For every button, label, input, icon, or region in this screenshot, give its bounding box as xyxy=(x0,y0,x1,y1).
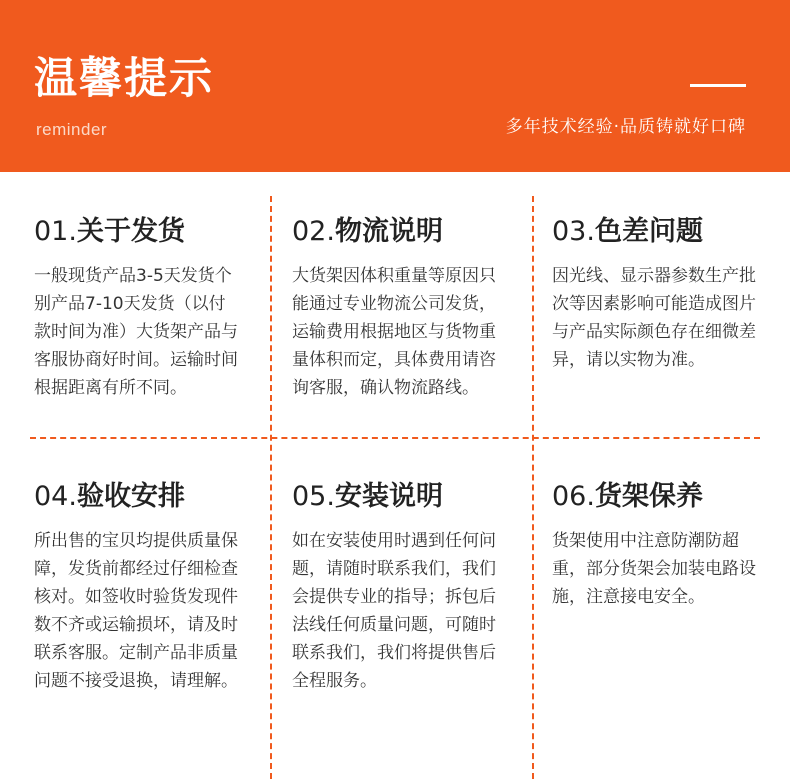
divider-dash xyxy=(690,84,746,87)
reminder-item-6-body: 货架使用中注意防潮防超重，部分货架会加装电路设施，注意接电安全。 xyxy=(552,531,756,607)
reminder-item-5 xyxy=(266,437,528,779)
reminder-item-2-number: 02. xyxy=(292,216,335,247)
reminder-item-5-number: 05. xyxy=(292,481,335,512)
reminder-item-1-heading: 关于发货 xyxy=(76,216,185,247)
reminder-item-5-body: 如在安装使用时遇到任何问题，请随时联系我们，我们会提供专业的指导；拆包后法线任何质量问题，可随时联系我们，我们将提供售后全程服务。 xyxy=(292,531,496,691)
reminder-item-3-body: 因光线、显示器参数生产批次等因素影响可能造成图片与产品实际颜色存在细微差异，请以实物为准。 xyxy=(552,266,756,370)
reminder-item-1 xyxy=(0,172,266,437)
reminder-item-3 xyxy=(528,172,790,437)
reminder-item-4-heading: 验收安排 xyxy=(76,481,185,512)
reminder-item-2-title xyxy=(292,216,506,248)
page-title: 温馨提示 xyxy=(34,54,214,104)
reminder-item-4-body: 所出售的宝贝均提供质量保障，发货前都经过仔细检查核对。如签收时验货发现件数不齐或运输损坏，请及时联系客服。定制产品非质量问题不接受退换，请理解。 xyxy=(34,531,238,691)
reminder-item-6-heading: 货架保养 xyxy=(594,481,703,512)
reminder-item-2-heading: 物流说明 xyxy=(334,216,443,247)
reminder-item-1-title xyxy=(34,216,246,248)
reminder-item-3-heading: 色差问题 xyxy=(594,216,703,247)
reminder-item-5-heading: 安装说明 xyxy=(334,481,443,512)
reminder-item-1-body: 一般现货产品3-5天发货个别产品7-10天发货（以付款时间为准）大货架产品与客服协商好时间。运输时间根据距离有所不同。 xyxy=(34,266,238,398)
reminder-item-6 xyxy=(528,437,790,779)
reminder-item-5-title xyxy=(292,481,506,513)
reminder-grid xyxy=(0,172,790,779)
reminder-item-4-number: 04. xyxy=(34,481,77,512)
reminder-item-3-title xyxy=(552,216,768,248)
header-banner xyxy=(0,0,790,172)
reminder-item-6-number: 06. xyxy=(552,481,595,512)
reminder-item-2 xyxy=(266,172,528,437)
page-subtitle: reminder xyxy=(36,120,108,139)
reminder-item-1-number: 01. xyxy=(34,216,77,247)
reminder-item-3-number: 03. xyxy=(552,216,595,247)
reminder-item-4 xyxy=(0,437,266,779)
banner-slogan: 多年技术经验·品质铸就好口碑 xyxy=(505,117,746,137)
reminder-item-6-title xyxy=(552,481,768,513)
reminder-item-4-title xyxy=(34,481,246,513)
reminder-item-2-body: 大货架因体积重量等原因只能通过专业物流公司发货，运输费用根据地区与货物重量体积而定，具体费用请咨询客服，确认物流路线。 xyxy=(292,266,496,398)
